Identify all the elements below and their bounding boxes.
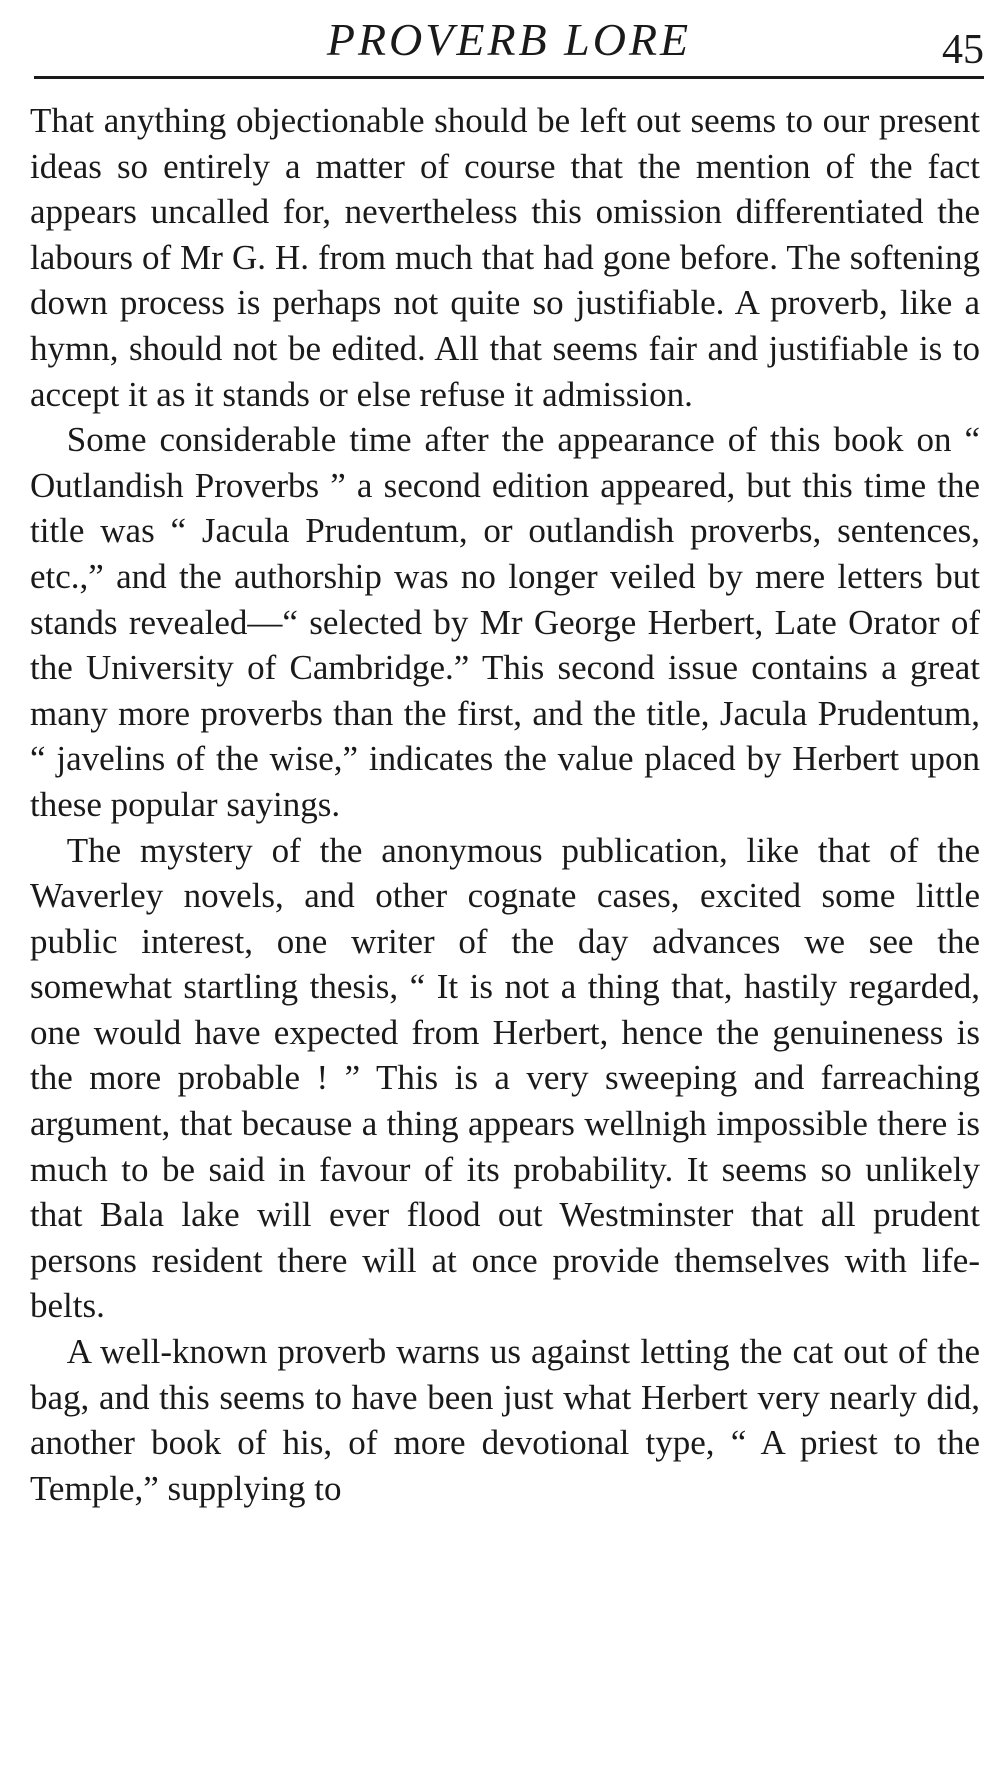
running-title: PROVERB LORE xyxy=(326,14,692,65)
paragraph-3: The mystery of the anonymous publication, like that of the Waverley novels, and other cognate cases, excited some little public interest, one writer of the day advances we see the somewhat startling thesis, “ It is not a thing that, hastily regarded, one would have expected from Herbert, hence the genuineness is the more probable ! ” This is a very sweeping and farreaching argument, that because a thing appears wellnigh impossible there is much to be said in favour of its probability. It seems so unlikely that Bala lake will ever flood out Westminster that all prudent persons resident there will at once provide themselves with life-belts. xyxy=(30,830,980,1326)
running-head xyxy=(34,8,984,76)
paragraph-4: A well-known proverb warns us against letting the cat out of the bag, and this seems to have been just what Herbert very nearly did, another book of his, of more devotional type, “ A priest to the Temple,” supplying to xyxy=(30,1332,980,1508)
paragraph-1: That anything objectionable should be left out seems to our present ideas so entirely a matter of course that the mention of the fact appears uncalled for, nevertheless this omission differentiated the labours of Mr G. H. from much that had gone before. The softening down process is perhaps not quite so justifiable. A proverb, like a hymn, should not be edited. All that seems fair and justifiable is to accept it as it stands or else refuse it admission. xyxy=(30,101,980,414)
paragraph-2: Some considerable time after the appearance of this book on “ Outlandish Proverbs ” a second edition appeared, but this time the title was “ Jacula Prudentum, or outlandish proverbs, sentences, etc.,” and the authorship was no longer veiled by mere letters but stands revealed—“ selected by Mr George Herbert, Late Orator of the University of Cambridge.” This second issue contains a great many more proverbs than the first, and the title, Jacula Prudentum, “ javelins of the wise,” indicates the value placed by Herbert upon these popular sayings. xyxy=(30,420,980,824)
header-rule xyxy=(34,76,984,79)
page-number: 45 xyxy=(942,27,984,73)
body-text xyxy=(30,98,980,1511)
